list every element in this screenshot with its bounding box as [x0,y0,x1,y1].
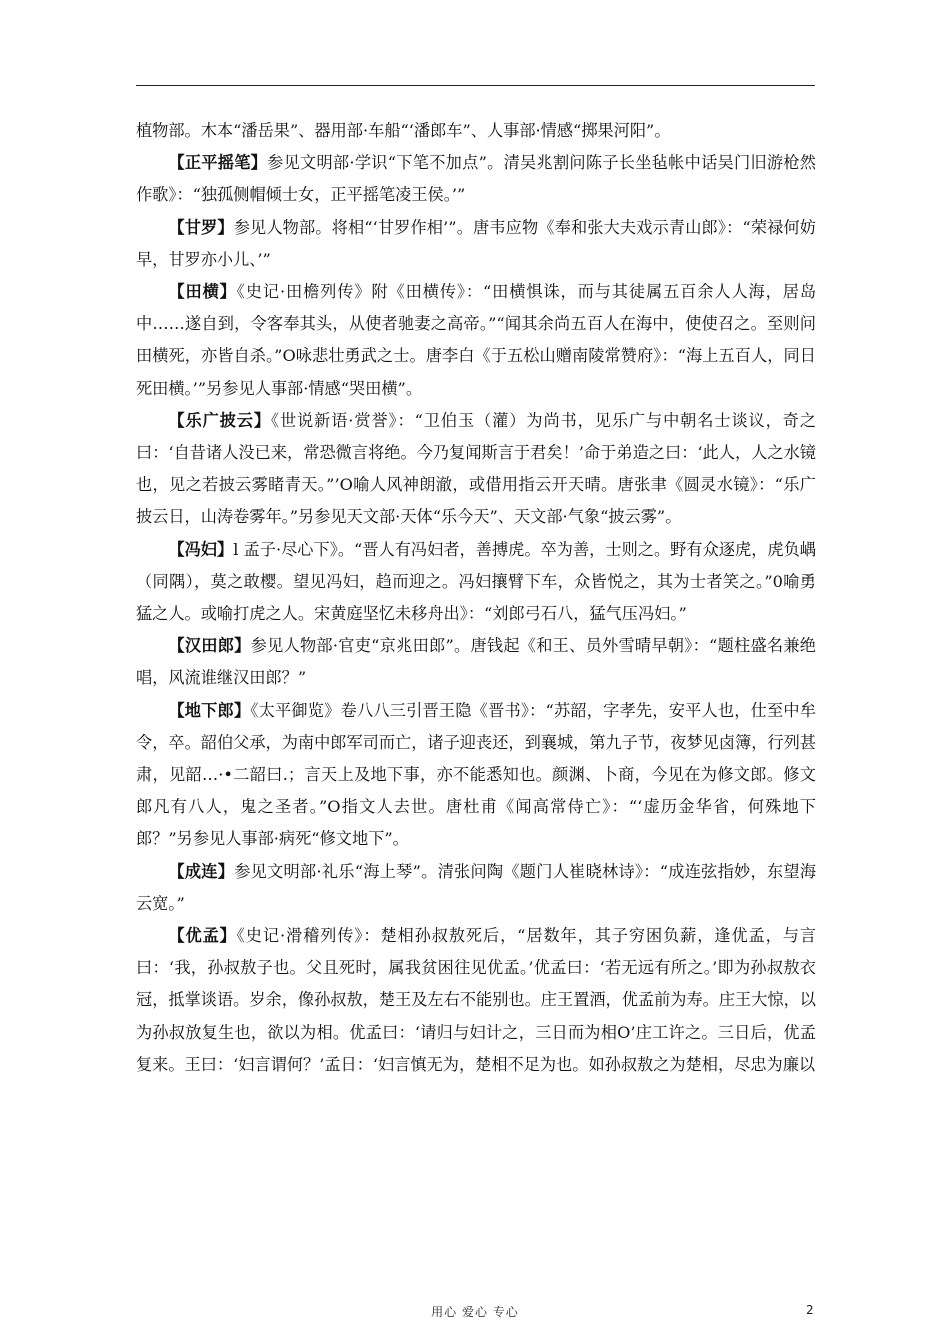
entry-paragraph [136,630,816,694]
header-rule [136,85,815,86]
entry-term: 【冯妇】 [168,539,234,559]
entry-paragraph [136,147,816,211]
footer-motto: 用心 爱心 专心 [431,1305,519,1319]
entry-term: 【成连】 [168,861,235,881]
entry-term: 【田横】 [168,282,237,302]
entry-term: 【甘罗】 [168,217,234,237]
entry-text: 植物部。木本“潘岳果”、器用部·车船“‘潘郎车”、人事部·情感“掷果河阳”。 [136,121,671,140]
entry-term: 【乐广披云】 [168,410,271,430]
entry-paragraph [136,405,816,534]
entry-text: 参见人物部。将相“‘甘罗作相’”。唐韦应物《奉和张大夫戏示青山郎》：“荣禄何妨早，甘罗亦小儿、’” [136,217,816,269]
entry-paragraph [136,856,816,920]
entry-paragraph [136,695,816,856]
entry-paragraph [136,534,816,631]
entry-paragraph [136,115,816,147]
entry-text: 《世说新语·赏誉》：“卫伯玉（灌）为尚书，见乐广与中朝名士谈议，奇之曰：‘自昔诸人没已来，常恐微言将绝。今乃复闻斯言于君矣！’命于弟造之曰：‘此人，人之水镜也，见之若披云雾睹青天。”’O喻人风神朗澈，或借用指云开天晴。唐张聿《圆灵水镜》：“乐广披云日，山涛卷雾年。”另参见天文部·天体“乐今天”、天文部·气象“披云雾”。 [136,410,817,527]
entry-paragraph [136,276,816,405]
entry-term: 【正平摇笔】 [168,153,268,173]
entry-term: 【地下郎】 [168,700,251,720]
entry-text: 参见文明部·礼乐“海上琴”。清张问陶《题门人崔晓林诗》：“成连弦指妙，东望海云宽。” [136,861,817,913]
entry-paragraph [136,212,816,276]
entry-term: 【汉田郎】 [168,636,251,656]
entry-paragraph [136,920,816,1081]
entry-text: 参见文明部·学识“下笔不加点”。清吴兆割问陈子长坐毡帐中话吴门旧游枪然作歌》：“独孤侧帽倾士女，正平摇笔凌王侯。’” [136,153,816,205]
entry-text: 《史记·滑稽列传》：楚相孙叔敖死后，“居数年，其子穷困负薪，逢优孟，与言曰：‘我，孙叔敖子也。父且死时，属我贫困往见优孟。’优孟曰：‘若无远有所之。’即为孙叔敖衣冠，抵掌谈语。岁余，像孙叔敖，楚王及左右不能别也。庄王置酒，优孟前为寿。庄王大惊，以为孙叔放复生也，欲以为相。优孟曰：‘请归与妇计之，三日而为相O’庄工许之。三日后，优孟复来。王曰：‘妇言谓何？’孟日：‘妇言慎无为，楚相不足为也。如孙叔敖之为楚相，尽忠为廉以 [136,926,817,1074]
entry-term: 【优孟】 [168,926,237,946]
page-number: 2 [806,1303,814,1317]
entry-text: 《太平御览》卷八八三引晋王隐《晋书》：“苏韶，字孝先，安平人也，仕至中牟令，卒。韶伯父承，为南中郎军司而亡，诸子迎丧还，到襄城，第九子节，夜梦见卤簿，行列甚肃，见韶…·•二韶曰.；言天上及地下事，亦不能悉知也。颜渊、卜商，今见在为修文郎。修文郎凡有八人，鬼之圣者。”O指文人去世。唐杜甫《闻高常侍亡》：“‘虚历金华省，何殊地下郎？”另参见人事部·病死“修文地下”。 [136,700,817,849]
document-body [136,115,816,1081]
entry-text: 参见人物部·官吏“京兆田郎”。唐钱起《和王、员外雪晴早朝》：“题柱盛名兼绝唱，风流谁继汉田郎？” [136,636,816,688]
entry-text: l 孟子·尽心下》。“晋人有冯妇者，善搏虎。卒为善，士则之。野有众逐虎，虎负嵎（同隅），莫之敢樱。望见冯妇，趋而迎之。冯妇攘臂下车，众皆悦之，其为士者笑之。”0喻勇猛之人。或喻打虎之人。宋黄庭坚忆未移舟出》：“刘郎弓石八，猛气压冯妇。” [136,539,816,624]
entry-text: 《史记·田檐列传》附《田横传》：“田横惧诛，而与其徒属五百余人人海，居岛中……遂自到，令客奉其头，从使者驰妻之高帝。”“闻其余尚五百人在海中，使使召之。至则问田横死，亦皆自杀。”O咏悲壮勇武之士。唐李白《于五松山赠南陵常赞府》：“海上五百人，同日死田横。’”另参见人事部·情感“哭田横”。 [136,282,817,398]
